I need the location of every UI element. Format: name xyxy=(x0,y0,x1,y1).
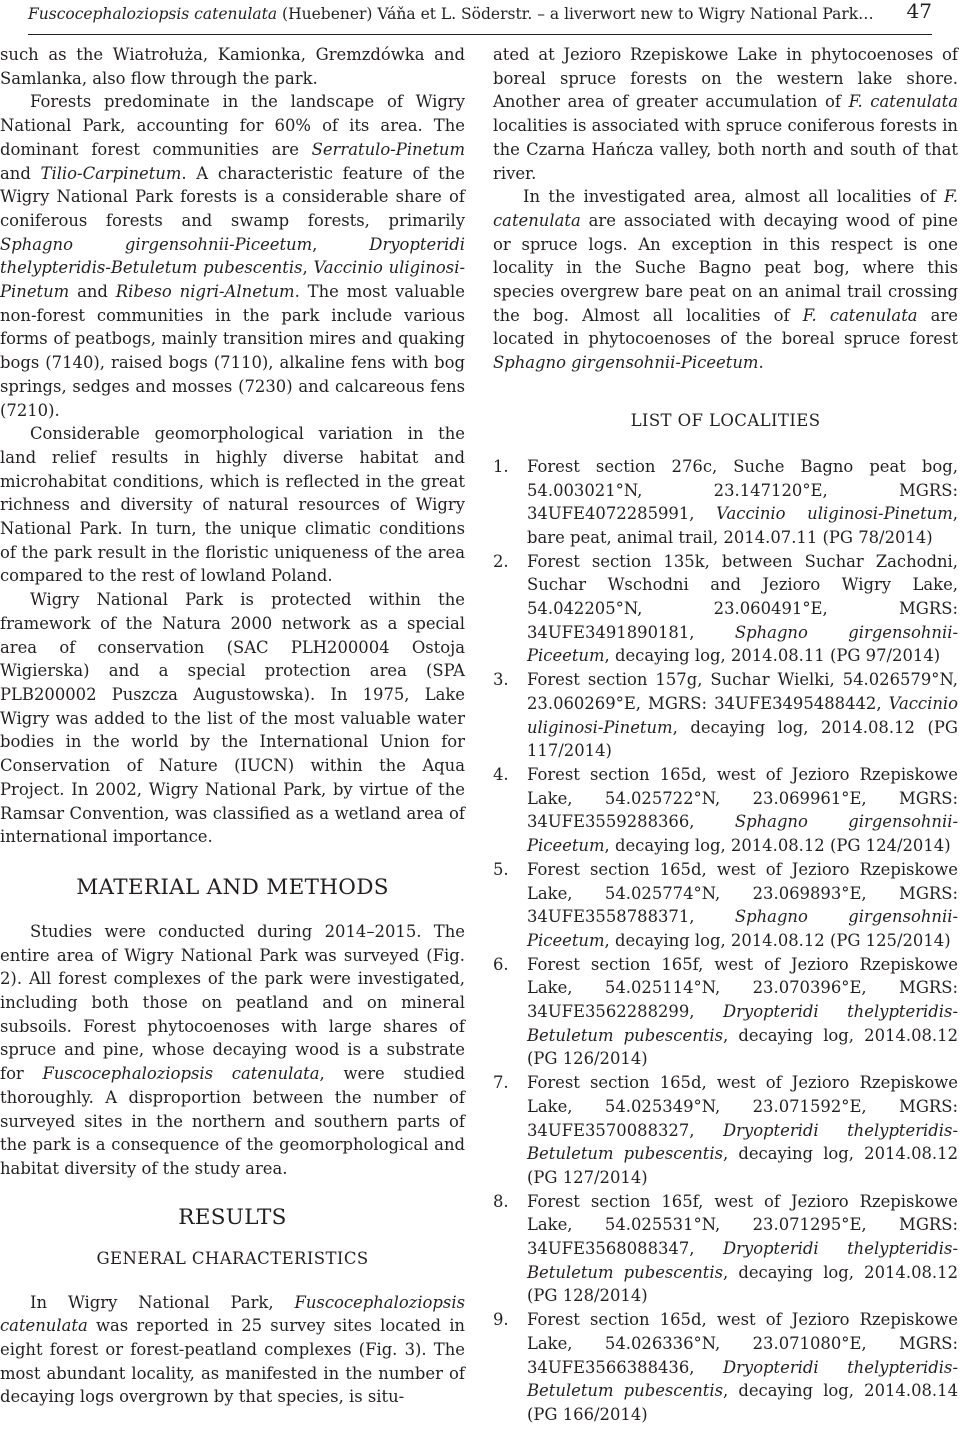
running-head-species: Fuscocephaloziopsis catenulata xyxy=(28,5,278,23)
text-run: was reported in 25 survey sites located in eight forest or forest-peatland complexes (Fig. 3). The most abundant locality, as manifested in the number of decaying logs overgrown by that species, is situ- xyxy=(0,1316,465,1407)
text-run: . xyxy=(758,353,764,373)
italic-term: Dryopteridi thelypteridis-Betuletum pubescentis xyxy=(0,234,465,278)
text-run: ated at Jezioro Rzepiskowe Lake in phytocoenoses of boreal spruce forests on the western lake shore. Another area of greater accumulation of xyxy=(493,45,958,112)
text-run: Forest section 165d, west of Jezioro Rzepiskowe Lake, 54.026336°N, 23.071080°E, MGRS: 34UFE3566388436, xyxy=(527,1310,958,1377)
section-heading-results: RESULTS xyxy=(178,1204,287,1230)
italic-term: Sphagno girgensohnii-Piceetum xyxy=(527,622,958,666)
list-item xyxy=(493,1190,958,1309)
text-run: , xyxy=(312,234,370,254)
left-column xyxy=(0,43,465,1409)
text-run: are associated with decaying wood of pine or spruce logs. An exception in this respect is one locality in the Suche Bagno peat bog, where this species overgrew bare peat on an animal trail crossing the bog. Almost all localities of xyxy=(493,210,958,325)
running-head xyxy=(28,4,874,24)
italic-term: Sphagno girgensohnii-Piceetum xyxy=(527,812,958,856)
paragraph: such as the Wiatrołuża, Kamionka, Gremzdówka and Samlanka, also flow through the park. xyxy=(0,45,465,88)
running-head-authors: (Huebener) Váňa et L. Söderstr. – a liverwort new to Wigry National Park… xyxy=(277,5,874,23)
text-run: Studies were conducted during 2014–2015. The entire area of Wigry National Park was surveyed (Fig. 2). All forest complexes of the park were investigated, including both those on peatland and on mineral subsoils. Forest phytocoenoses with large shares of spruce and pine, whose decaying wood is a substrate for xyxy=(0,921,465,1084)
text-run: Forest section 165d, west of Jezioro Rzepiskowe Lake, 54.025349°N, 23.071592°E, MGRS: 34UFE3570088327, xyxy=(527,1073,958,1140)
list-item xyxy=(493,953,958,1072)
text-run: and xyxy=(69,282,116,302)
italic-term: Ribeso nigri-Alnetum xyxy=(115,282,295,302)
item-number: 5. xyxy=(493,859,509,879)
text-run: and xyxy=(0,163,41,183)
text-run: Forest section 135k, between Suchar Zachodni, Suchar Wschodni and Jezioro Wigry Lake, 54.042205°N, 23.060491°E, MGRS: 34UFE3491890181, xyxy=(527,551,958,642)
text-run: , xyxy=(302,258,314,278)
italic-term: Dryopteridi thelypteridis-Betuletum pubescentis xyxy=(527,1357,958,1401)
item-number: 8. xyxy=(493,1191,509,1211)
text-run: localities is associated with spruce coniferous forests in the Czarna Hańcza valley, both north and south of that river. xyxy=(493,116,958,183)
list-item xyxy=(493,858,958,953)
item-number: 9. xyxy=(493,1310,509,1330)
item-number: 1. xyxy=(493,456,509,476)
text-run: Forest section 165f, west of Jezioro Rzepiskowe Lake, 54.025531°N, 23.071295°E, MGRS: 34UFE3568088347, xyxy=(527,1191,958,1259)
text-run: In Wigry National Park, xyxy=(30,1292,295,1312)
paragraph: Wigry National Park is protected within the framework of the Natura 2000 network as a special area of conservation (SAC PLH200004 Ostoja Wigierska) and a special protection area (SPA PLB200002 Puszcza Augustowska). In 1975, Lake Wigry was added to the list of the most valuable water bodies in the world by the International Union for Conservation of Nature (IUCN) within the Aqua Project. In 2002, Wigry National Park, by virtue of the Ramsar Convention, was classified as a wetland area of international importance. xyxy=(0,590,465,847)
page-number: 47 xyxy=(906,0,932,23)
italic-term: F. catenulata xyxy=(802,305,918,325)
item-number: 3. xyxy=(493,670,509,690)
list-item xyxy=(493,550,958,669)
item-number: 4. xyxy=(493,764,509,784)
italic-term: Tilio-Carpinetum xyxy=(40,163,182,183)
localities-list xyxy=(493,455,958,1427)
italic-term: Vaccinio uliginosi-Pinetum xyxy=(0,258,465,302)
text-run: , decaying log, 2014.08.12 (PG 126/2014) xyxy=(527,1025,958,1069)
text-run: . The most valuable non-forest communities in the park include various forms of peatbogs, mainly transition mires and quaking bogs (7140), raised bogs (7110), alkaline fens with bog springs, sedges and mosses (7230) and calcareous fens (7210). xyxy=(0,282,465,420)
item-number: 6. xyxy=(493,954,509,974)
text-run: Forest section 165f, west of Jezioro Rzepiskowe Lake, 54.025114°N, 23.070396°E, MGRS: 34UFE3562288299, xyxy=(527,954,958,1022)
text-run: , decaying log, 2014.08.12 (PG 128/2014) xyxy=(527,1262,958,1306)
text-run: , decaying log, 2014.08.12 (PG 127/2014) xyxy=(527,1144,958,1187)
italic-term: Fuscocephaloziopsis catenulata xyxy=(0,1292,465,1336)
italic-term: Sphagno girgensohnii-Piceetum xyxy=(493,353,759,373)
subsection-heading-general: GENERAL CHARACTERISTICS xyxy=(96,1248,369,1268)
list-item xyxy=(493,668,958,763)
text-run: , decaying log, 2014.08.11 (PG 97/2014) xyxy=(604,646,941,666)
italic-term: Dryopteridi thelypteridis-Betuletum pubescentis xyxy=(527,1239,958,1282)
text-run: In the investigated area, almost all localities of xyxy=(523,187,944,207)
italic-term: Dryopteridi thelypteridis-Betuletum pubescentis xyxy=(527,1002,958,1045)
list-item xyxy=(493,455,958,550)
item-number: 2. xyxy=(493,551,509,571)
text-run: Forest section 165d, west of Jezioro Rzepiskowe Lake, 54.025722°N, 23.069961°E, MGRS: 34UFE3559288366, xyxy=(527,764,958,832)
section-heading-methods: MATERIAL AND METHODS xyxy=(76,874,389,900)
paragraph xyxy=(493,185,958,375)
running-header xyxy=(28,0,932,28)
text-run: , decaying log, 2014.08.12 (PG 124/2014) xyxy=(604,836,951,856)
text-run: Forest section 276c, Suche Bagno peat bog, 54.003021°N, 23.147120°E, MGRS: 34UFE4072285991, xyxy=(527,456,958,524)
italic-term: Serratulo-Pinetum xyxy=(311,139,465,159)
header-rule xyxy=(28,34,932,35)
paragraph xyxy=(0,920,465,1181)
text-run: are located in phytocoenoses of the boreal spruce forest xyxy=(493,305,958,349)
italic-term: F. catenulata xyxy=(848,92,959,112)
text-run: , bare peat, animal trail, 2014.07.11 (PG 78/2014) xyxy=(527,504,958,547)
text-run: , decaying log, 2014.08.12 (PG 125/2014) xyxy=(604,930,951,950)
paragraph xyxy=(0,90,465,422)
italic-term: Sphagno girgensohnii-Piceetum xyxy=(0,234,313,254)
list-heading-localities: LIST OF LOCALITIES xyxy=(630,410,821,430)
text-run: Forest section 157g, Suchar Wielki, 54.026579°N, 23.060269°E, MGRS: 34UFE3495488442, xyxy=(527,670,958,713)
italic-term: Vaccinio uliginosi-Pinetum xyxy=(527,693,958,737)
list-item xyxy=(493,1071,958,1190)
italic-term: Fuscocephaloziopsis catenulata xyxy=(42,1064,320,1084)
italic-term: Vaccinio uliginosi-Pinetum xyxy=(716,504,953,524)
list-item xyxy=(493,763,958,858)
paragraph: Considerable geomorphological variation in the land relief results in highly diverse habitat and microhabitat conditions, which is reflected in the great richness and diversity of natural resources of Wigry National Park. In turn, the unique climatic conditions of the park result in the floristic uniqueness of the area compared to the rest of lowland Poland. xyxy=(0,424,465,586)
text-run: , were studied thoroughly. A disproportion between the number of surveyed sites in the northern and southern parts of the park is a consequence of the geomorphological and habitat diversity of the study area. xyxy=(0,1064,465,1178)
text-run: . A characteristic feature of the Wigry National Park forests is a considerable share of coniferous forests and swamp forests, primarily xyxy=(0,163,465,230)
text-run: , decaying log, 2014.08.14 (PG 166/2014) xyxy=(527,1381,958,1424)
italic-term: Sphagno girgensohnii-Piceetum xyxy=(527,907,958,950)
paragraph xyxy=(493,43,958,185)
item-number: 7. xyxy=(493,1073,509,1093)
right-column xyxy=(493,43,958,1427)
text-run: Forests predominate in the landscape of Wigry National Park, accounting for 60% of its area. The dominant forest communities are xyxy=(0,92,465,159)
text-run: Forest section 165d, west of Jezioro Rzepiskowe Lake, 54.025774°N, 23.069893°E, MGRS: 34UFE3558788371, xyxy=(527,859,958,927)
list-item xyxy=(493,1308,958,1427)
text-run: , decaying log, 2014.08.12 (PG 117/2014) xyxy=(527,717,958,761)
italic-term: F. catenulata xyxy=(493,187,958,230)
paragraph xyxy=(0,1291,465,1410)
italic-term: Dryopteridi thelypteridis-Betuletum pubescentis xyxy=(527,1120,958,1164)
